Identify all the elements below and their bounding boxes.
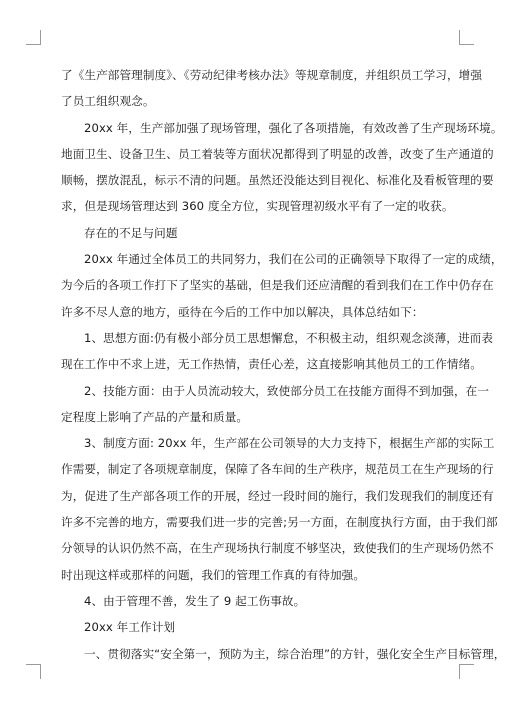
text-line: 2、技能方面：由于人员流动较大，致使部分员工在技能方面得不到加强，在一 — [84, 383, 490, 398]
text-line: 时出现这样或那样的问题，我们的管理工作真的有待加强。 — [61, 567, 366, 582]
text-line: 4、由于管理不善，发生了 9 起工伤事故。 — [84, 593, 306, 608]
crop-mark-bottom-left — [26, 664, 41, 679]
text-line: 一、贯彻落实“安全第一，预防为主，综合治理”的方针，强化安全生产目标管理， — [84, 646, 506, 661]
text-line: 为今后的各项工作打下了坚实的基础，但是我们还应清醒的看到我们在工作中仍存在 — [61, 278, 494, 293]
text-line: 顺畅，摆放混乱，标示不清的问题。虽然还没能达到目视化、标准化及看板管理的要 — [61, 173, 494, 188]
text-line: 为，促进了生产部各项工作的开展，经过一段时间的施行，我们发现我们的制度还有 — [61, 488, 494, 503]
section-heading: 存在的不足与问题 — [84, 225, 178, 240]
text-line: 作需要，制定了各项规章制度，保障了各车间的生产秩序，规范员工在生产现场的行 — [61, 462, 494, 477]
text-line: 3、制度方面: 20xx 年，生产部在公司领导的大力支持下，根据生产部的实际工 — [84, 436, 495, 451]
text-line: 20xx 年通过全体员工的共同努力，我们在公司的正确领导下取得了一定的成绩， — [84, 252, 503, 267]
text-line: 了员工组织观念。 — [61, 94, 155, 109]
text-line: 许多不完善的地方，需要我们进一步的完善;另一方面，在制度执行方面，由于我们部 — [61, 515, 498, 530]
text-line: 许多不尽人意的地方，亟待在今后的工作中加以解决，具体总结如下： — [61, 304, 424, 319]
text-line: 现在工作中不求上进，无工作热情，责任心差，这直接影响其他员工的工作情绪。 — [61, 357, 482, 372]
text-line: 定程度上影响了产品的产量和质量。 — [61, 409, 249, 424]
text-line: 了《生产部管理制度》、《劳动纪律考核办法》等规章制度，并组织员工学习，增强 — [61, 68, 483, 82]
text-line: 1、思想方面:仍有极小部分员工思想懈怠，不积极主动，组织观念淡薄，进而表 — [84, 330, 494, 345]
document-body — [61, 62, 506, 667]
crop-mark-top-right — [459, 30, 474, 45]
section-heading: 20xx 年工作计划 — [84, 620, 176, 635]
text-line: 地面卫生、设备卫生、员工着装等方面状况都得到了明显的改善，改变了生产通道的 — [61, 146, 494, 161]
text-line: 20xx 年，生产部加强了现场管理，强化了各项措施，有效改善了生产现场环境。 — [84, 120, 503, 135]
text-line: 求，但是现场管理达到 360 度全方位，实现管理初级水平有了一定的收获。 — [61, 199, 454, 214]
crop-mark-top-left — [26, 30, 41, 45]
text-line: 分领导的认识仍然不高，在生产现场执行制度不够坚决，致使我们的生产现场仍然不 — [61, 541, 494, 556]
